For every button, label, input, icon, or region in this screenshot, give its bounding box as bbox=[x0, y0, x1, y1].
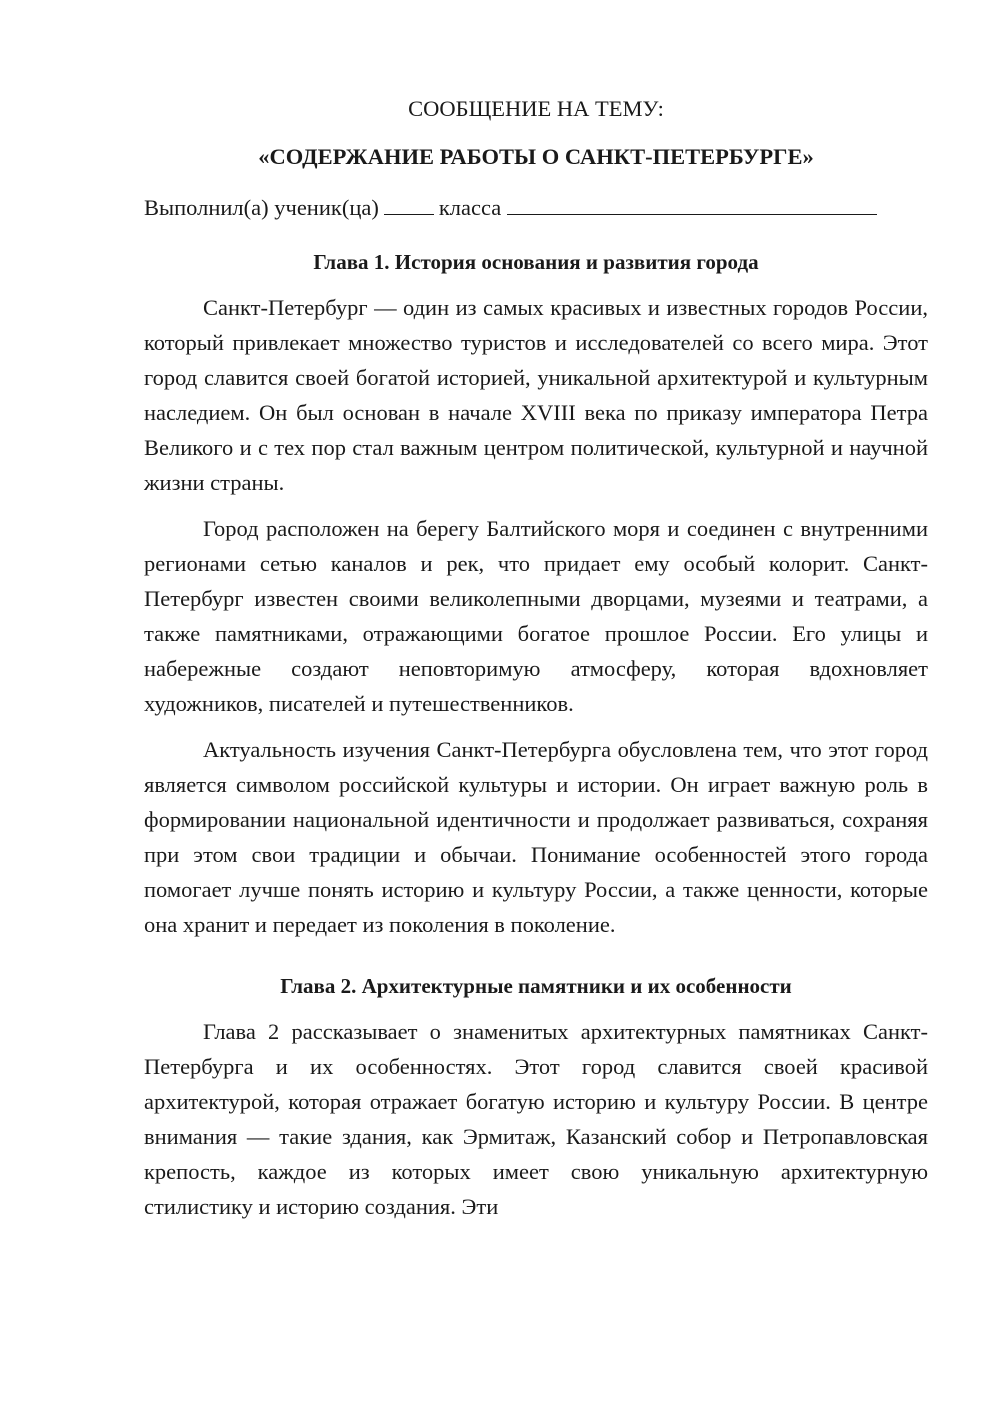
document-heading-line-1: СООБЩЕНИЕ НА ТЕМУ: bbox=[408, 96, 664, 121]
class-blank-field[interactable] bbox=[384, 192, 434, 215]
chapter-1-paragraph-3: Актуальность изучения Санкт-Петербурга обусловлена тем, что этот город является символом российской культуры и истории. Он играет важную роль в формировании национальной идентичности и продолжает развиваться, сохраняя при этом свои традиции и обычаи. Понимание особенностей этого города помогает лучше понять историю и культуру России, а также ценности, которые она хранит и передает из поколения в поколение. bbox=[144, 737, 928, 937]
name-blank-field[interactable] bbox=[507, 192, 877, 215]
author-line bbox=[144, 191, 928, 225]
document-page bbox=[144, 90, 928, 1224]
chapter-1-paragraph-2: Город расположен на берегу Балтийского моря и соединен с внутренними регионами сетью каналов и рек, что придает ему особый колорит. Санкт-Петербург известен своими великолепными дворцами, музеями и театрами, а также памятниками, отражающими богатое прошлое России. Его улицы и набережные создают неповторимую атмосферу, которая вдохновляет художников, писателей и путешественников. bbox=[144, 516, 928, 716]
chapter-2-paragraph-1: Глава 2 рассказывает о знаменитых архитектурных памятниках Санкт-Петербурга и их особенностях. Этот город славится своей красивой архитектурой, которая отражает богатую историю и культуру России. В центре внимания — такие здания, как Эрмитаж, Казанский собор и Петропавловская крепость, каждое из которых имеет свою уникальную архитектурную стилистику и историю создания. Эти bbox=[144, 1019, 928, 1219]
author-class-label: класса bbox=[438, 195, 502, 220]
author-prefix: Выполнил(а) ученик(ца) bbox=[144, 195, 379, 220]
document-heading-topic: «СОДЕРЖАНИЕ РАБОТЫ О САНКТ-ПЕТЕРБУРГЕ» bbox=[258, 144, 814, 169]
chapter-1-paragraph-1: Санкт-Петербург — один из самых красивых и известных городов России, который привлекает множество туристов и исследователей со всего мира. Этот город славится своей богатой историей, уникальной архитектурой и культурным наследием. Он был основан в начале XVIII века по приказу императора Петра Великого и с тех пор стал важным центром политической, культурной и научной жизни страны. bbox=[144, 295, 928, 495]
chapter-1-title: Глава 1. История основания и развития города bbox=[313, 250, 759, 274]
chapter-2-title: Глава 2. Архитектурные памятники и их особенности bbox=[280, 974, 792, 998]
